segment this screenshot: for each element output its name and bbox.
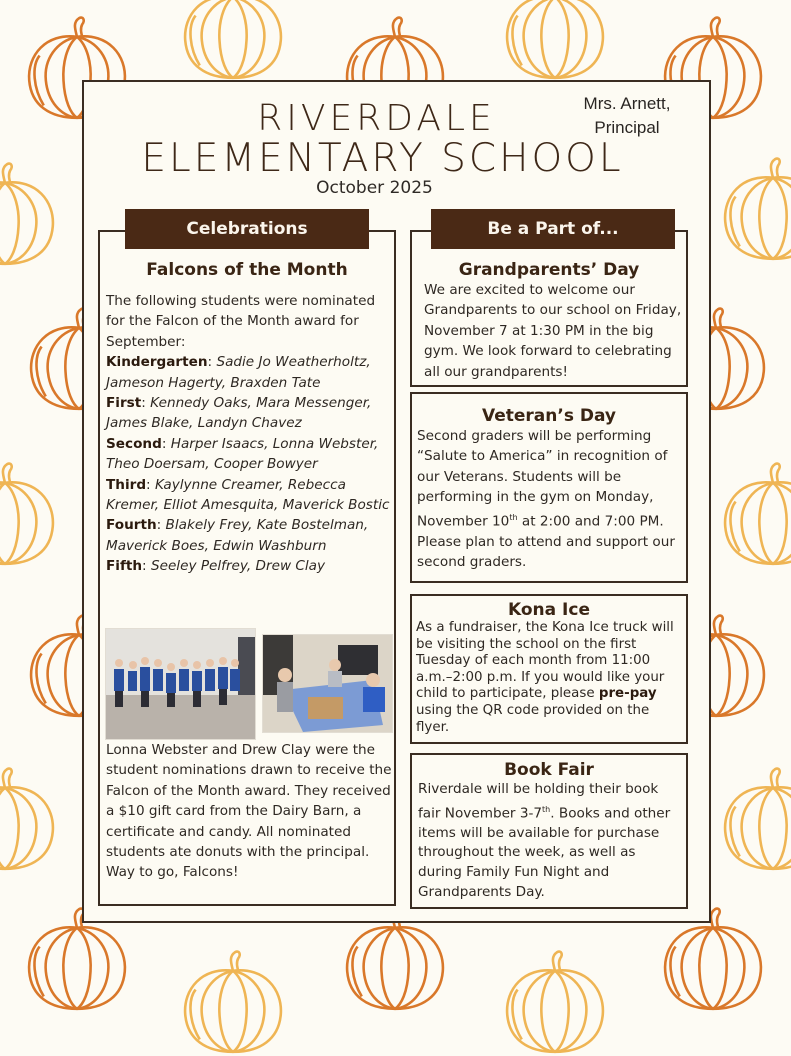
falcons-intro: The following students were nominated for the Falcon of the Month award for September: bbox=[106, 293, 376, 350]
donut-table-photo bbox=[262, 634, 393, 733]
nominee-names: Seeley Pelfrey, Drew Clay bbox=[150, 558, 326, 575]
veterans-date-suffix: th bbox=[509, 512, 518, 522]
kona-ice-text bbox=[412, 620, 686, 736]
nominee-names: Kennedy Oaks, Mara Messenger, James Blake, Landyn Chavez bbox=[106, 395, 372, 432]
principal-title: Principal bbox=[594, 118, 660, 137]
grandparents-day-heading: Grandparents’ Day bbox=[458, 260, 640, 280]
grade-nominee-row bbox=[106, 475, 392, 516]
falcons-nominee-list bbox=[106, 291, 392, 577]
pumpkin-icon bbox=[494, 948, 616, 1056]
celebrations-section bbox=[98, 230, 396, 906]
school-name-line1: RIVERDALE bbox=[257, 98, 496, 139]
book-fair-text-part: . Books and other items will be available for purchase throughout the week, as well as during Family Fun Night and Grandparents Day. bbox=[418, 805, 671, 900]
grandparents-day-text: We are excited to welcome our Grandparents to our school on Friday, November 7 at 1:30 PM in the big gym. We look forward to celebrating all our grandparents! bbox=[424, 282, 682, 380]
celebrations-banner: Celebrations bbox=[125, 209, 369, 249]
pumpkin-icon bbox=[712, 155, 791, 263]
pumpkin-icon bbox=[712, 765, 791, 873]
pumpkin-icon bbox=[712, 460, 791, 568]
book-fair-heading: Book Fair bbox=[504, 760, 594, 780]
pumpkin-icon bbox=[0, 765, 66, 873]
falcons-of-month-heading: Falcons of the Month bbox=[146, 260, 348, 280]
nominee-names: Kaylynne Creamer, Rebecca Kremer, Elliot Amesquita, Maverick Bostic bbox=[106, 476, 390, 514]
donut-table-image bbox=[263, 635, 392, 732]
principal-name: Mrs. Arnett, bbox=[583, 94, 671, 113]
pumpkin-icon bbox=[0, 460, 66, 568]
pumpkin-icon bbox=[0, 160, 66, 268]
book-fair-text bbox=[412, 780, 686, 902]
nominee-names: Harper Isaacs, Lonna Webster, Theo Doersam, Cooper Bowyer bbox=[106, 435, 379, 473]
veterans-text-part: at 2:00 and 7:00 PM. Please plan to attend and support our second graders. bbox=[417, 513, 675, 570]
grade-separator: : bbox=[141, 395, 151, 412]
grade-nominee-row bbox=[106, 434, 392, 475]
veterans-day-text bbox=[412, 426, 686, 572]
pumpkin-icon bbox=[172, 948, 294, 1056]
nominee-names: Blakely Frey, Kate Bostelman, Maverick Boes, Edwin Washburn bbox=[106, 517, 369, 554]
pre-pay-emphasis: pre-pay bbox=[598, 686, 657, 702]
book-fair-section bbox=[410, 753, 688, 909]
newsletter-date: October 2025 bbox=[316, 178, 433, 198]
grade-label: Fourth bbox=[106, 517, 157, 534]
group-photo-image bbox=[106, 629, 255, 739]
grade-separator: : bbox=[161, 435, 171, 452]
grade-nominees bbox=[106, 352, 392, 576]
grade-label: Kindergarten bbox=[106, 354, 208, 371]
kona-text-part: As a fundraiser, the Kona Ice truck will be visiting the school on the first Tuesday of each month from 11:00 a.m.–2:00 p.m. If you would like your child to participate, please bbox=[416, 620, 674, 702]
book-fair-date-suffix: th bbox=[542, 804, 551, 814]
grade-nominee-row bbox=[106, 515, 392, 556]
grade-separator: : bbox=[156, 517, 166, 534]
veterans-text-part: Second graders will be performing “Salute to America” in recognition of our Veterans. Students will be performing in the gym on Monday, November 10 bbox=[417, 428, 668, 530]
grade-nominee-row bbox=[106, 352, 392, 393]
grandparents-day-section bbox=[410, 230, 688, 387]
kona-ice-heading: Kona Ice bbox=[508, 600, 590, 620]
be-a-part-banner: Be a Part of... bbox=[431, 209, 675, 249]
veterans-day-section bbox=[410, 392, 688, 583]
falcons-winners-paragraph: Lonna Webster and Drew Clay were the student nominations drawn to receive the Falcon of the Month award. They received a $10 gift card from the Dairy Barn, a certificate and candy. All nominated students ate donuts with the principal. Way to go, Falcons! bbox=[106, 742, 392, 881]
book-fair-text-part: Riverdale will be holding their book fair November 3-7 bbox=[418, 781, 659, 822]
veterans-day-heading: Veteran’s Day bbox=[481, 406, 616, 426]
grade-label: Second bbox=[106, 435, 162, 452]
grade-label: Fifth bbox=[106, 558, 143, 575]
grade-separator: : bbox=[142, 558, 151, 575]
school-name-line2: ELEMENTARY SCHOOL bbox=[141, 136, 624, 181]
group-photo bbox=[105, 628, 256, 740]
grade-nominee-row bbox=[106, 393, 392, 434]
nominee-names: Sadie Jo Weatherholtz, Jameson Hagerty, Braxden Tate bbox=[106, 354, 371, 391]
kona-ice-section bbox=[410, 594, 688, 744]
grade-label: First bbox=[106, 395, 142, 412]
pumpkin-icon bbox=[494, 0, 616, 82]
grade-separator: : bbox=[146, 476, 155, 493]
kona-text-part: using the QR code provided on the flyer. bbox=[416, 702, 650, 735]
principal-credit bbox=[567, 92, 687, 140]
pumpkin-icon bbox=[172, 0, 294, 82]
grade-label: Third bbox=[106, 476, 147, 493]
grade-nominee-row bbox=[106, 556, 392, 576]
grade-separator: : bbox=[207, 354, 217, 371]
